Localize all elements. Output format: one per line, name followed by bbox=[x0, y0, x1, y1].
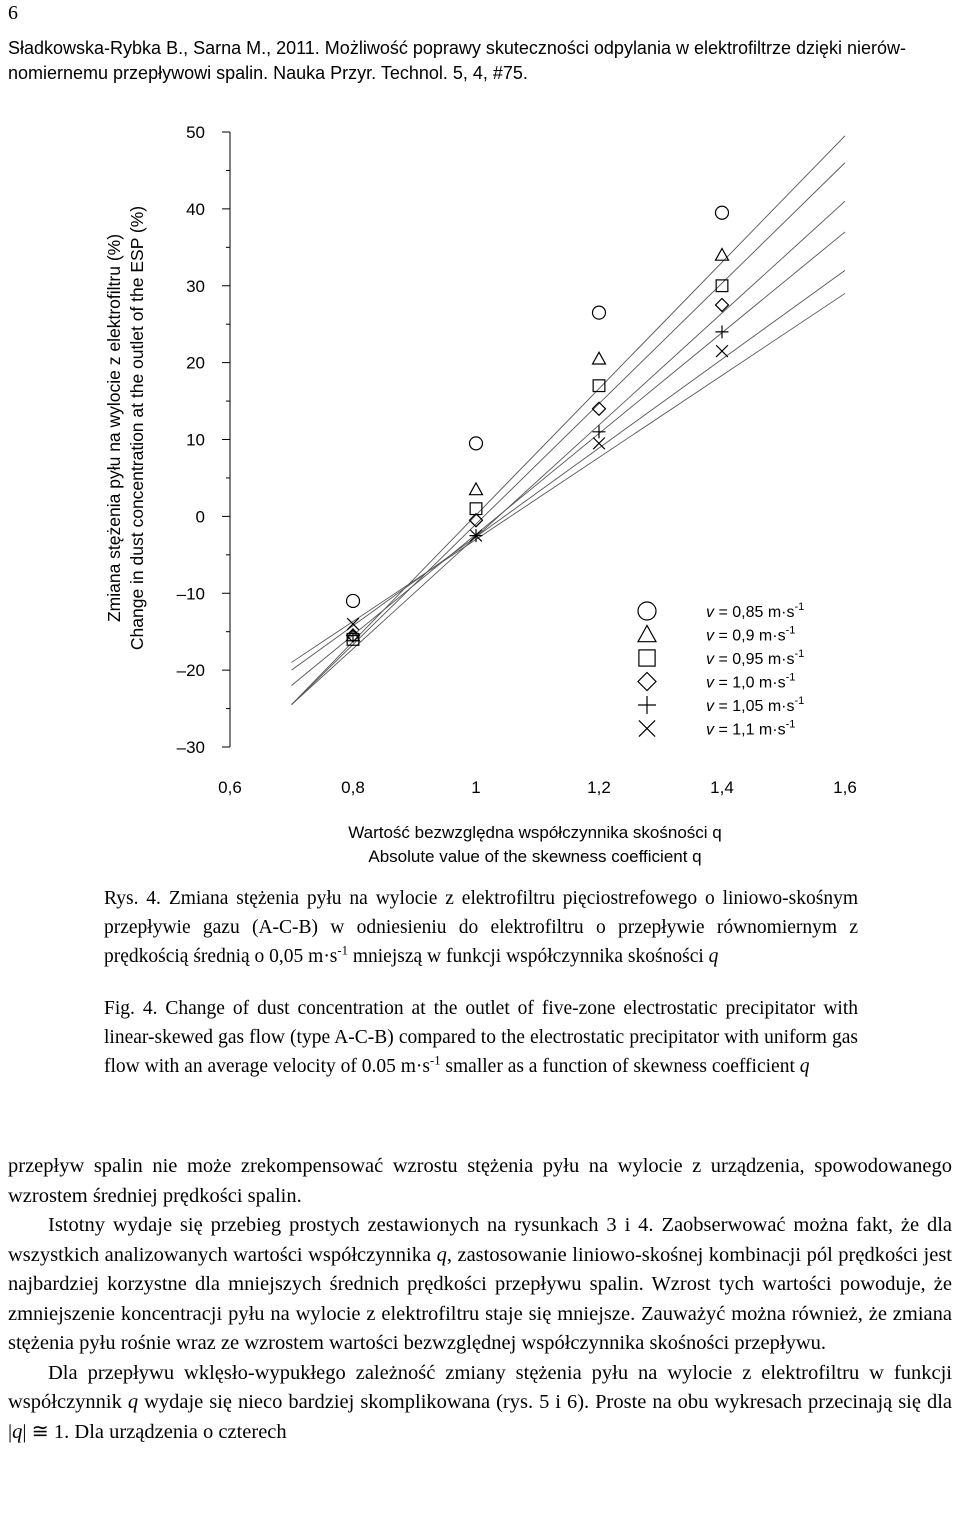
y-tick-label: 50 bbox=[186, 123, 205, 142]
page-number: 6 bbox=[8, 2, 18, 24]
data-point-square bbox=[470, 503, 482, 515]
legend-label: v = 1,0 $m\cdot s^{-1}$ bbox=[706, 671, 796, 692]
y-tick-label: 10 bbox=[186, 430, 205, 450]
paragraph-3 bbox=[8, 1359, 952, 1448]
y-tick-label: –30 bbox=[176, 738, 205, 757]
caption-exp-en: -1 bbox=[430, 1053, 441, 1068]
legend-marker-cross bbox=[639, 720, 655, 736]
x-axis-label-pl: Wartość bezwzględna współczynnika skośności q bbox=[348, 823, 722, 842]
paragraph-2-q: q bbox=[436, 1243, 447, 1266]
data-point-circle bbox=[716, 206, 729, 219]
legend-marker-square bbox=[639, 650, 655, 666]
x-tick-label: 1,2 bbox=[587, 778, 611, 797]
caption-text-pl-b: mniejszą w funkcji współczynnika skośności bbox=[347, 946, 709, 967]
data-point-triangle bbox=[593, 352, 606, 364]
paragraph-3-text-a: Dla przepływu wklęsło-wypukłego zależność zmiany stężenia pyłu na wylocie z elektrofiltru w funkcji współczynnik bbox=[8, 1361, 952, 1413]
figure-caption-en bbox=[104, 994, 858, 1081]
x-axis-label bbox=[0, 821, 960, 869]
y-tick-label: 40 bbox=[186, 199, 205, 219]
data-point-plus bbox=[593, 425, 606, 438]
y-tick-label: 0 bbox=[195, 507, 205, 527]
caption-text-en-b: smaller as a function of skewness coefficient bbox=[440, 1056, 800, 1077]
y-tick-label: –10 bbox=[176, 584, 205, 604]
x-axis-label-en: Absolute value of the skewness coefficient q bbox=[368, 847, 702, 866]
body-text bbox=[8, 1152, 952, 1447]
data-point-cross bbox=[716, 345, 728, 357]
paragraph-3-text-b: wydaje się nieco bardziej skomplikowana (rys. 5 i 6). Proste na obu wykresach przecinają się dla | bbox=[8, 1391, 952, 1443]
caption-text-en-a: Change of dust concentration at the outlet of five-zone electrostatic precipitator with linear-skewed gas flow (type A-C-B) compared to the electrostatic precipitator with uniform gas flow with an average velocity of 0.05 m·s bbox=[104, 998, 859, 1077]
x-tick-label: 0,8 bbox=[341, 778, 365, 797]
legend-label: v = 0,85 $m\cdot s^{-1}$ bbox=[706, 601, 805, 621]
y-tick-label: 30 bbox=[186, 276, 205, 296]
citation-line-2: nomiernemu przepływowi spalin. Nauka Przyr. Technol. 5, 4, #75. bbox=[8, 63, 528, 83]
legend-label: v = 0,9 $m\cdot s^{-1}$ bbox=[706, 624, 796, 645]
paragraph-3-text-c: | ≅ 1. Dla urządzenia o czterech bbox=[22, 1420, 287, 1443]
legend-marker-diamond bbox=[638, 673, 656, 691]
paragraph-2-text-a: Istotny wydaje się przebieg prostych zestawionych na rysunkach 3 i 4. Zaobserwować można fakt, że dla wszystkich analizowanych wartości współczynnika bbox=[8, 1214, 952, 1266]
y-tick-label: 20 bbox=[186, 353, 205, 373]
y-tick-label: –20 bbox=[176, 661, 205, 681]
legend-marker-triangle bbox=[638, 626, 656, 642]
paragraph-2-text-b: , zastosowanie liniowo-skośnej kombinacji pól prędkości jest najbardziej korzystne dla mniejszych średnich prędkości przepływu spalin. Wzrost tych wartości powoduje, że zmniejszenie koncentracji pyłu na wylocie z elektrofiltru staje się mniejsze. Zauważyć można również, że zmiana stężenia pyłu rośnie wraz ze wzrostem wartości bezwzględnej współczynnika skośności przepływu. bbox=[8, 1243, 952, 1354]
legend bbox=[638, 601, 804, 739]
figure-caption-pl bbox=[104, 884, 858, 971]
paragraph-3-q: q bbox=[127, 1391, 139, 1413]
caption-q-en: q bbox=[799, 1056, 810, 1077]
x-tick-label: 0,6 bbox=[218, 778, 242, 797]
data-point-square bbox=[716, 280, 728, 292]
paragraph-3-q2: q bbox=[12, 1420, 23, 1443]
caption-label-pl: Rys. 4. bbox=[104, 888, 161, 909]
y-axis-label-pl: Zmiana stężenia pyłu na wylocie z elektrofiltru (%) bbox=[104, 233, 124, 623]
y-axis bbox=[177, 123, 230, 757]
data-point-triangle bbox=[716, 249, 729, 261]
paragraph-1: przepływ spalin nie może zrekompensować wzrostu stężenia pyłu na wylocie z urządzenia, spowodowanego wzrostem średniej prędkości spalin. bbox=[8, 1155, 952, 1207]
data-point-square bbox=[593, 380, 605, 392]
x-tick-label: 1,6 bbox=[833, 778, 857, 797]
chart bbox=[0, 118, 960, 818]
y-axis-label bbox=[104, 206, 147, 650]
regression-line bbox=[292, 163, 846, 705]
legend-marker-circle bbox=[638, 602, 656, 620]
legend-label: v = 1,1 $m\cdot s^{-1}$ bbox=[706, 718, 796, 739]
citation-line-1: Sładkowska-Rybka B., Sarna M., 2011. Możliwość poprawy skuteczności odpylania w elektrofiltrze dzięki nierów- bbox=[8, 38, 907, 58]
data-point-circle bbox=[470, 437, 483, 450]
caption-q-pl: q bbox=[708, 946, 719, 967]
caption-text-pl-a: Zmiana stężenia pyłu na wylocie z elektrofiltru pięciostrefowego o liniowo-skośnym przepływie gazu (A-C-B) w odniesieniu do elektrofiltru o przepływie równomiernym z prędkością średnią o 0,05 m·s bbox=[104, 888, 858, 967]
caption-exp-pl: -1 bbox=[337, 943, 348, 958]
data-point-triangle bbox=[470, 483, 483, 495]
data-point-circle bbox=[347, 594, 360, 607]
y-axis-label-en: Change in dust concentration at the outlet of the ESP (%) bbox=[127, 205, 147, 651]
legend-marker-plus bbox=[638, 696, 656, 714]
data-point-circle bbox=[593, 306, 606, 319]
legend-label: v = 1,05 $m\cdot s^{-1}$ bbox=[706, 695, 805, 715]
legend-label: v = 0,95 $m\cdot s^{-1}$ bbox=[706, 648, 805, 668]
x-axis bbox=[218, 778, 857, 797]
data-point-cross bbox=[593, 437, 605, 449]
x-tick-label: 1,4 bbox=[710, 778, 734, 797]
citation bbox=[8, 36, 952, 86]
paragraph-2 bbox=[8, 1211, 952, 1359]
caption-label-en: Fig. 4. bbox=[104, 998, 158, 1019]
x-tick-label: 1 bbox=[471, 778, 481, 797]
data-points bbox=[347, 206, 729, 645]
